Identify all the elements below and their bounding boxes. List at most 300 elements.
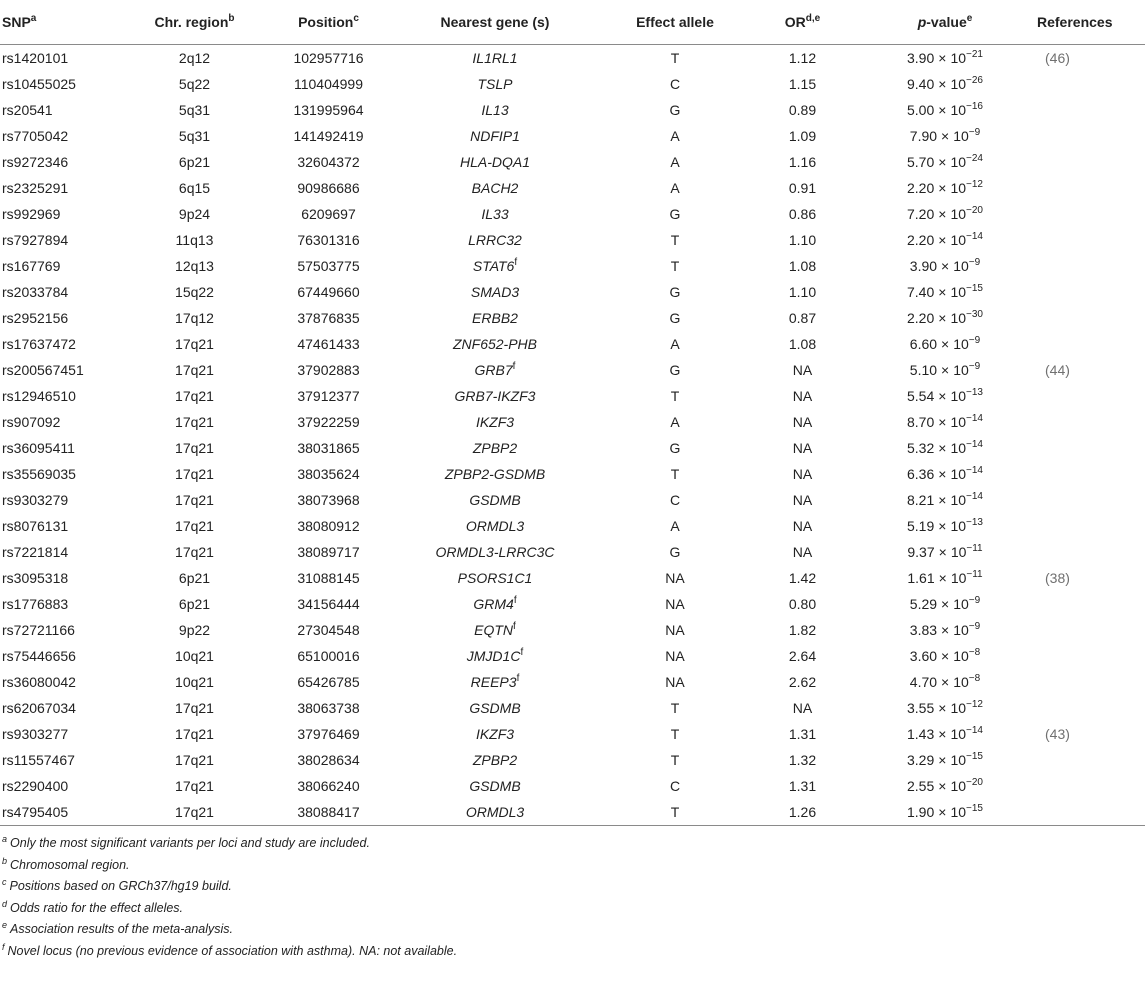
gene-name: GRB7 xyxy=(474,362,513,378)
footnote-text: Positions based on GRCh37/hg19 build. xyxy=(9,879,232,893)
cell-effect-allele: A xyxy=(670,128,680,144)
cell-p-value xyxy=(855,409,1035,435)
cell-position: 57503775 xyxy=(297,258,360,274)
cell-effect-allele: A xyxy=(670,518,680,534)
p-exponent: −9 xyxy=(968,361,981,372)
cell-nearest-gene xyxy=(390,435,600,461)
cell-snp: rs7221814 xyxy=(2,544,69,560)
p-exponent: −15 xyxy=(966,283,983,294)
cell-position: 76301316 xyxy=(297,232,360,248)
cell-snp: rs36080042 xyxy=(2,674,76,690)
gene-name: GRB7-IKZF3 xyxy=(454,388,536,404)
header-chr-region: Chr. region$^b$ xyxy=(122,0,267,45)
cell-nearest-gene xyxy=(390,71,600,97)
cell-reference xyxy=(1035,747,1145,773)
cell-nearest-gene xyxy=(390,45,600,72)
table-row xyxy=(0,357,1145,383)
p-mantissa: 5.32 xyxy=(907,440,935,456)
cell-chr-region: 10q21 xyxy=(175,648,214,664)
cell-chr-region: 10q21 xyxy=(175,674,214,690)
cell-p-value xyxy=(855,669,1035,695)
cell-odds-ratio: 2.62 xyxy=(788,674,817,690)
cell-nearest-gene xyxy=(390,721,600,747)
table-row xyxy=(0,253,1145,279)
gene-footnote-mark: f xyxy=(520,647,524,658)
p-mantissa: 2.55 xyxy=(907,778,935,794)
cell-snp: rs20541 xyxy=(2,102,53,118)
cell-effect-allele: A xyxy=(670,154,680,170)
cell-snp: rs9303279 xyxy=(2,492,69,508)
footnote-text: Chromosomal region. xyxy=(10,857,130,872)
p-times: × xyxy=(938,102,947,118)
gene-footnote-mark: f xyxy=(513,621,516,632)
cell-p-value xyxy=(855,45,1035,72)
cell-p-value xyxy=(855,799,1035,826)
table-row xyxy=(0,487,1145,513)
cell-odds-ratio: NA xyxy=(792,492,813,508)
cell-effect-allele: T xyxy=(670,726,680,742)
cell-effect-allele: T xyxy=(670,50,680,66)
header-position: Position$^c$ xyxy=(267,0,390,45)
cell-snp: rs7705042 xyxy=(2,128,69,144)
p-times: × xyxy=(941,362,950,378)
cell-chr-region: 5q31 xyxy=(178,102,211,118)
p-times: × xyxy=(938,50,947,66)
cell-snp: rs907092 xyxy=(2,414,61,430)
cell-p-value xyxy=(855,721,1035,747)
p-exponent: −9 xyxy=(968,335,981,346)
cell-snp: rs12946510 xyxy=(2,388,76,404)
p-exponent: −26 xyxy=(966,75,983,86)
cell-chr-region: 17q21 xyxy=(175,700,214,716)
cell-reference xyxy=(1035,305,1145,331)
p-mantissa: 2.20 xyxy=(907,232,935,248)
cell-odds-ratio: 1.08 xyxy=(788,336,817,352)
cell-position: 37912377 xyxy=(297,388,360,404)
p-base: 10 xyxy=(953,674,969,690)
cell-nearest-gene xyxy=(390,279,600,305)
cell-odds-ratio: 0.91 xyxy=(788,180,817,196)
cell-snp: rs7927894 xyxy=(2,232,69,248)
cell-chr-region: 17q21 xyxy=(175,362,214,378)
header-nearest-gene: Nearest gene (s) xyxy=(390,0,600,45)
p-times: × xyxy=(938,804,947,820)
cell-position: 38028634 xyxy=(297,752,360,768)
p-exponent: −15 xyxy=(966,803,983,814)
p-times: × xyxy=(938,284,947,300)
gene-name: IKZF3 xyxy=(475,414,515,430)
cell-nearest-gene xyxy=(390,331,600,357)
cell-position: 37922259 xyxy=(297,414,360,430)
cell-effect-allele: A xyxy=(670,180,680,196)
cell-chr-region: 17q21 xyxy=(122,799,267,826)
gene-name: GSDMB xyxy=(469,492,521,508)
p-times: × xyxy=(941,596,950,612)
cell-effect-allele: T xyxy=(670,388,680,404)
cell-p-value xyxy=(855,539,1035,565)
cell-effect-allele: G xyxy=(669,310,681,326)
cell-reference xyxy=(1035,487,1145,513)
p-exponent: −9 xyxy=(968,257,981,268)
p-mantissa: 6.60 xyxy=(909,336,938,352)
cell-p-value xyxy=(855,305,1035,331)
cell-nearest-gene xyxy=(390,175,600,201)
table-row xyxy=(0,721,1145,747)
gene-name: ORMDL3-LRRC3C xyxy=(435,544,555,560)
table-row xyxy=(0,305,1145,331)
p-exponent: −20 xyxy=(966,777,983,788)
p-exponent: −14 xyxy=(966,725,983,736)
gene-name: TSLP xyxy=(477,76,513,92)
cell-snp: rs72721166 xyxy=(2,622,75,638)
cell-snp: rs9272346 xyxy=(2,154,69,170)
cell-nearest-gene xyxy=(390,643,600,669)
table-row xyxy=(0,331,1145,357)
cell-nearest-gene xyxy=(390,565,600,591)
p-base: 10 xyxy=(950,232,967,248)
cell-effect-allele: A xyxy=(670,414,680,430)
footnote xyxy=(2,855,1145,877)
cell-effect-allele: C xyxy=(669,778,681,794)
cell-nearest-gene xyxy=(390,617,600,643)
p-mantissa: 2.20 xyxy=(907,310,935,326)
cell-nearest-gene xyxy=(390,253,600,279)
cell-effect-allele: NA xyxy=(665,570,685,586)
cell-position: 37902883 xyxy=(297,362,360,378)
cell-effect-allele: T xyxy=(670,466,680,482)
cell-position: 102957716 xyxy=(293,50,364,66)
cell-reference xyxy=(1035,175,1145,201)
cell-nearest-gene xyxy=(390,799,600,826)
cell-reference: (43) xyxy=(1045,726,1070,742)
header-p-value: p-value$^e$ xyxy=(855,0,1035,45)
cell-chr-region: 6q15 xyxy=(178,180,211,196)
gene-name: GRM4 xyxy=(473,596,514,612)
p-times: × xyxy=(941,128,950,144)
cell-p-value xyxy=(855,747,1035,773)
table-row xyxy=(0,539,1145,565)
p-base: 10 xyxy=(950,388,967,404)
p-mantissa: 7.90 xyxy=(909,128,938,144)
p-base: 10 xyxy=(953,648,969,664)
cell-odds-ratio: 1.31 xyxy=(788,726,817,742)
footnote-mark: d xyxy=(2,898,8,909)
cell-odds-ratio: 2.64 xyxy=(788,648,817,664)
p-base: 10 xyxy=(950,180,967,196)
cell-p-value xyxy=(855,565,1035,591)
table-row xyxy=(0,513,1145,539)
cell-snp: rs8076131 xyxy=(2,518,69,534)
cell-reference xyxy=(1035,123,1145,149)
p-mantissa: 3.60 xyxy=(909,648,938,664)
p-exponent: −11 xyxy=(966,569,983,580)
cell-position: 37976469 xyxy=(297,726,360,742)
p-mantissa: 1.61 xyxy=(907,570,935,586)
cell-nearest-gene xyxy=(390,123,600,149)
p-exponent: −9 xyxy=(968,621,981,632)
p-times: × xyxy=(938,180,947,196)
p-mantissa: 9.40 xyxy=(907,76,935,92)
table-footnotes xyxy=(0,833,1145,962)
p-exponent: −11 xyxy=(966,543,983,554)
p-exponent: −24 xyxy=(966,153,983,164)
cell-position: 67449660 xyxy=(297,284,360,300)
table-row xyxy=(0,747,1145,773)
p-times: × xyxy=(938,726,947,742)
p-base: 10 xyxy=(953,258,969,274)
p-base: 10 xyxy=(950,76,967,92)
cell-position: 38089717 xyxy=(297,544,360,560)
cell-nearest-gene xyxy=(390,747,600,773)
gene-name: BACH2 xyxy=(471,180,519,196)
gene-name: ZNF652-PHB xyxy=(452,336,538,352)
p-exponent: −13 xyxy=(966,387,983,398)
cell-chr-region: 17q21 xyxy=(175,466,214,482)
p-times: × xyxy=(938,414,947,430)
cell-snp: rs2952156 xyxy=(2,310,69,326)
cell-position: 38031865 xyxy=(297,440,360,456)
p-times: × xyxy=(938,440,947,456)
cell-p-value xyxy=(855,201,1035,227)
p-mantissa: 9.37 xyxy=(907,544,935,560)
cell-nearest-gene xyxy=(390,97,600,123)
footnote-text: Only the most significant variants per loci and study are included. xyxy=(10,836,370,850)
p-mantissa: 8.70 xyxy=(907,414,935,430)
p-times: × xyxy=(938,492,947,508)
cell-position: 47461433 xyxy=(297,336,360,352)
cell-snp: rs2033784 xyxy=(2,284,69,300)
cell-nearest-gene xyxy=(390,669,600,695)
p-mantissa: 7.20 xyxy=(907,206,935,222)
table-row xyxy=(0,97,1145,123)
footnote xyxy=(2,919,1145,941)
cell-reference xyxy=(1035,669,1145,695)
cell-odds-ratio: 1.10 xyxy=(788,232,817,248)
cell-chr-region: 17q21 xyxy=(175,778,214,794)
gene-name: REEP3 xyxy=(470,674,517,690)
cell-reference xyxy=(1035,279,1145,305)
gene-name: ZPBP2 xyxy=(472,440,518,456)
cell-odds-ratio: NA xyxy=(792,440,813,456)
cell-p-value xyxy=(855,617,1035,643)
table-row xyxy=(0,71,1145,97)
cell-position: 38063738 xyxy=(297,700,360,716)
cell-reference xyxy=(1035,461,1145,487)
table-row xyxy=(0,565,1145,591)
p-base: 10 xyxy=(950,440,967,456)
cell-reference xyxy=(1035,539,1145,565)
footnote-text: Odds ratio for the effect alleles. xyxy=(10,900,184,915)
p-base: 10 xyxy=(950,570,967,586)
cell-reference xyxy=(1035,643,1145,669)
cell-p-value xyxy=(855,513,1035,539)
cell-nearest-gene xyxy=(390,461,600,487)
gene-name: EQTN xyxy=(474,622,514,638)
gene-name: JMJD1C xyxy=(466,648,521,664)
p-mantissa: 3.29 xyxy=(907,752,935,768)
p-times: × xyxy=(938,466,947,482)
cell-odds-ratio: 0.86 xyxy=(788,206,817,222)
gene-footnote-mark: f xyxy=(514,257,518,268)
cell-odds-ratio: 0.89 xyxy=(788,102,817,118)
cell-position: 65426785 xyxy=(297,674,360,690)
cell-reference: (46) xyxy=(1045,50,1070,66)
cell-reference xyxy=(1035,149,1145,175)
cell-position: 32604372 xyxy=(297,154,360,170)
p-base: 10 xyxy=(950,414,967,430)
cell-position: 38080912 xyxy=(297,518,360,534)
p-exponent: −14 xyxy=(966,465,983,476)
cell-effect-allele: G xyxy=(669,440,681,456)
p-mantissa: 3.83 xyxy=(909,622,938,638)
p-times: × xyxy=(941,648,950,664)
cell-odds-ratio: 1.26 xyxy=(750,799,855,826)
cell-p-value xyxy=(855,97,1035,123)
cell-chr-region: 17q21 xyxy=(175,440,214,456)
cell-reference xyxy=(1035,513,1145,539)
cell-position: 34156444 xyxy=(297,596,360,612)
p-base: 10 xyxy=(950,466,967,482)
cell-chr-region: 12q13 xyxy=(175,258,214,274)
p-base: 10 xyxy=(950,102,967,118)
cell-position: 38035624 xyxy=(297,466,360,482)
cell-odds-ratio: NA xyxy=(792,362,813,378)
cell-p-value xyxy=(855,591,1035,617)
cell-nearest-gene xyxy=(390,305,600,331)
cell-position: 141492419 xyxy=(293,128,364,144)
cell-odds-ratio: 1.12 xyxy=(788,50,817,66)
p-exponent: −15 xyxy=(966,751,983,762)
p-mantissa: 1.43 xyxy=(907,726,935,742)
cell-p-value xyxy=(855,253,1035,279)
cell-snp: rs75446656 xyxy=(2,648,76,664)
p-base: 10 xyxy=(950,206,967,222)
cell-reference xyxy=(1035,695,1145,721)
cell-nearest-gene xyxy=(390,591,600,617)
cell-reference xyxy=(1035,331,1145,357)
gene-name: ZPBP2-GSDMB xyxy=(444,466,546,482)
table-row xyxy=(0,669,1145,695)
cell-snp: rs10455025 xyxy=(2,76,76,92)
cell-snp: rs1776883 xyxy=(2,596,69,612)
gene-footnote-mark: f xyxy=(516,673,520,684)
cell-reference xyxy=(1035,617,1145,643)
cell-position: 31088145 xyxy=(297,570,360,586)
p-times: × xyxy=(938,206,947,222)
p-exponent: −16 xyxy=(966,101,983,112)
cell-reference xyxy=(1035,409,1145,435)
footnote-mark: f xyxy=(2,941,5,952)
p-times: × xyxy=(938,232,947,248)
cell-snp: rs35569035 xyxy=(2,466,76,482)
cell-effect-allele: NA xyxy=(665,674,685,690)
p-mantissa: 3.90 xyxy=(909,258,938,274)
gene-name: GSDMB xyxy=(469,778,521,794)
table-row xyxy=(0,799,1145,826)
table-row xyxy=(0,435,1145,461)
cell-chr-region: 6p21 xyxy=(178,570,211,586)
cell-nearest-gene xyxy=(390,227,600,253)
p-base: 10 xyxy=(950,700,967,716)
cell-odds-ratio: NA xyxy=(792,388,813,404)
cell-p-value xyxy=(855,149,1035,175)
cell-effect-allele: G xyxy=(669,102,681,118)
cell-p-value xyxy=(855,227,1035,253)
cell-effect-allele: T xyxy=(670,258,680,274)
p-times: × xyxy=(938,518,947,534)
cell-snp: rs2290400 xyxy=(2,778,69,794)
cell-reference: (38) xyxy=(1045,570,1070,586)
cell-chr-region: 17q21 xyxy=(175,518,214,534)
cell-nearest-gene xyxy=(390,357,600,383)
p-exponent: −30 xyxy=(966,309,983,320)
cell-odds-ratio: 1.08 xyxy=(788,258,817,274)
p-mantissa: 5.10 xyxy=(909,362,938,378)
footnote xyxy=(2,876,1145,898)
p-base: 10 xyxy=(950,752,967,768)
footnote xyxy=(2,833,1145,855)
cell-p-value xyxy=(855,357,1035,383)
gene-name: ERBB2 xyxy=(472,310,518,326)
p-base: 10 xyxy=(953,362,969,378)
cell-position: 38066240 xyxy=(297,778,360,794)
p-mantissa: 1.90 xyxy=(907,804,935,820)
cell-chr-region: 9p22 xyxy=(178,622,211,638)
p-mantissa: 3.90 xyxy=(907,50,935,66)
cell-p-value xyxy=(855,383,1035,409)
cell-reference xyxy=(1035,435,1145,461)
cell-reference xyxy=(1035,201,1145,227)
cell-snp: rs200567451 xyxy=(2,362,84,378)
cell-chr-region: 6p21 xyxy=(178,596,211,612)
header-snp: SNP$^a$ xyxy=(0,0,122,45)
cell-odds-ratio: 1.82 xyxy=(788,622,817,638)
cell-nearest-gene xyxy=(390,773,600,799)
p-base: 10 xyxy=(953,596,969,612)
p-base: 10 xyxy=(953,336,969,352)
cell-chr-region: 5q31 xyxy=(178,128,211,144)
cell-odds-ratio: 0.87 xyxy=(788,310,817,326)
table-row xyxy=(0,773,1145,799)
cell-snp: rs1420101 xyxy=(2,50,69,66)
p-exponent: −14 xyxy=(966,439,983,450)
gene-name: ORMDL3 xyxy=(465,518,525,534)
table-header-row xyxy=(0,0,1145,45)
cell-chr-region: 17q12 xyxy=(175,310,214,326)
cell-effect-allele: G xyxy=(669,362,681,378)
footnote-text: Novel locus (no previous evidence of association with asthma). NA: not available. xyxy=(7,943,458,958)
cell-p-value xyxy=(855,71,1035,97)
table-row xyxy=(0,591,1145,617)
table-row xyxy=(0,45,1145,72)
cell-position: 38073968 xyxy=(297,492,360,508)
cell-effect-allele: NA xyxy=(665,648,685,664)
p-exponent: −8 xyxy=(968,647,981,658)
gene-name: IKZF3 xyxy=(475,726,515,742)
cell-odds-ratio: NA xyxy=(792,466,813,482)
gene-name: LRRC32 xyxy=(468,232,522,248)
p-mantissa: 5.19 xyxy=(907,518,935,534)
p-times: × xyxy=(938,388,947,404)
cell-chr-region: 17q21 xyxy=(175,388,214,404)
p-mantissa: 5.70 xyxy=(907,154,935,170)
cell-p-value xyxy=(855,643,1035,669)
cell-snp: rs2325291 xyxy=(2,180,69,196)
cell-chr-region: 9p24 xyxy=(178,206,211,222)
p-mantissa: 8.21 xyxy=(907,492,935,508)
cell-chr-region: 11q13 xyxy=(175,232,214,248)
p-exponent: −14 xyxy=(966,231,983,242)
